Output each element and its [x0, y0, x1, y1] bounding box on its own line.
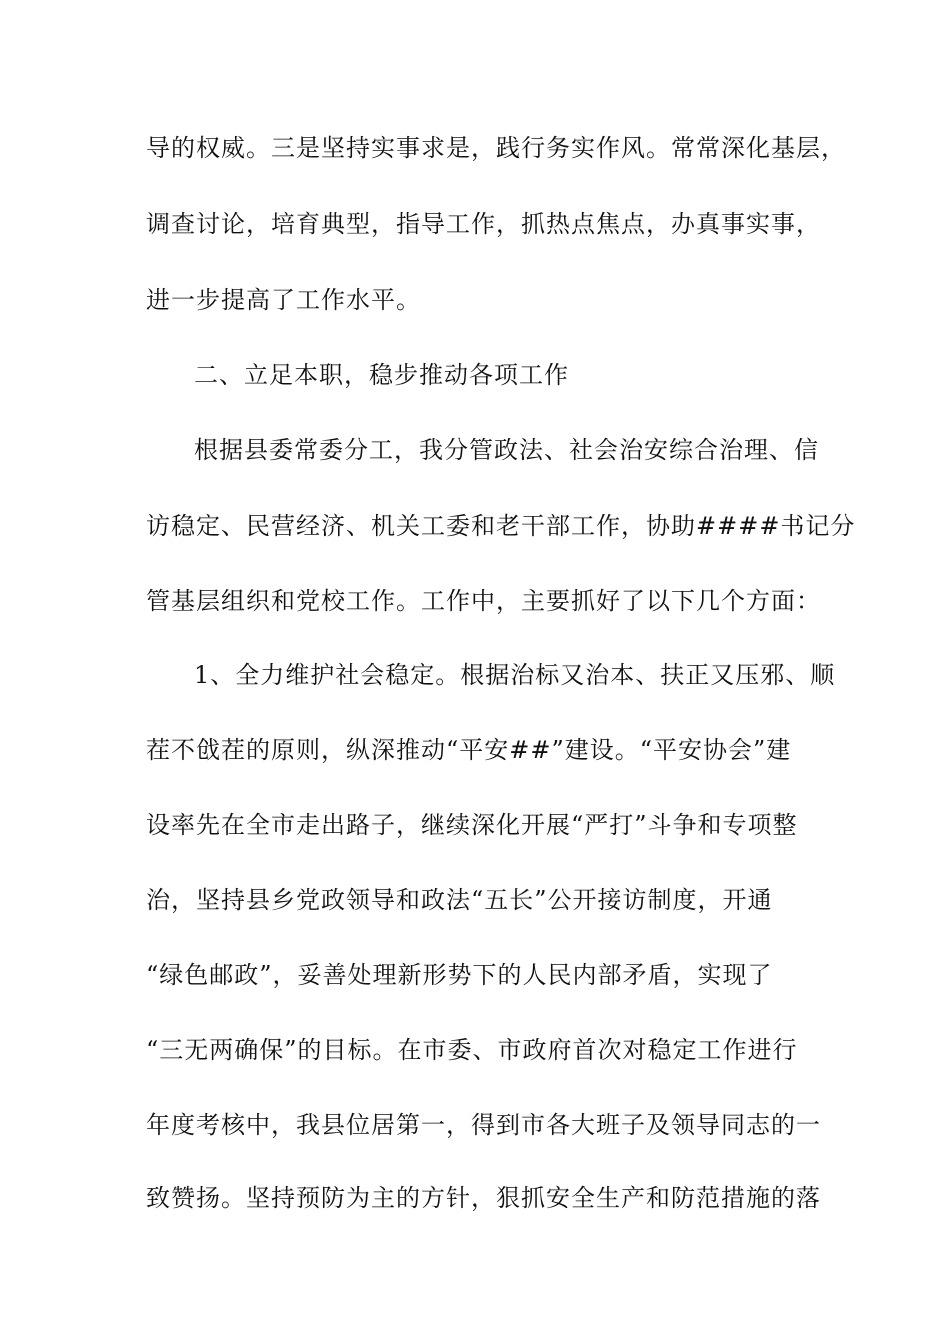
text-line: 导的权威。三是坚持实事求是，践行务实作风。常常深化基层，	[146, 134, 846, 162]
text-line: 致赞扬。坚持预防为主的方针，狠抓安全生产和防范措施的落	[146, 1184, 821, 1212]
text-line: 年度考核中，我县位居第一，得到市各大班子及领导同志的一	[146, 1111, 821, 1139]
text-line: 访稳定、民营经济、机关工委和老干部工作，协助####书记分	[146, 512, 856, 540]
text-line: 治，坚持县乡党政领导和政法“五长”公开接访制度，开通	[146, 886, 773, 914]
text-line: 调查讨论，培育典型，指导工作，抓热点焦点，办真事实事，	[146, 210, 821, 238]
text-line: 设率先在全市走出路子，继续深化开展“严打”斗争和专项整	[146, 811, 798, 839]
text-line: 进一步提高了工作水平。	[146, 286, 421, 314]
text-line: 茬不戗茬的原则，纵深推动“平安##”建设。“平安协会”建	[146, 736, 792, 764]
text-line: “绿色邮政”，妥善处理新形势下的人民内部矛盾，实现了	[146, 961, 773, 989]
text-line: 1、全力维护社会稳定。根据治标又治本、扶正又压邪、顺	[194, 661, 836, 689]
text-line: “三无两确保”的目标。在市委、市政府首次对稳定工作进行	[146, 1036, 798, 1064]
section-heading: 二、立足本职，稳步推动各项工作	[194, 361, 569, 389]
text-line: 根据县委常委分工，我分管政法、社会治安综合治理、信	[194, 436, 819, 464]
text-line: 管基层组织和党校工作。工作中，主要抓好了以下几个方面：	[146, 587, 821, 615]
